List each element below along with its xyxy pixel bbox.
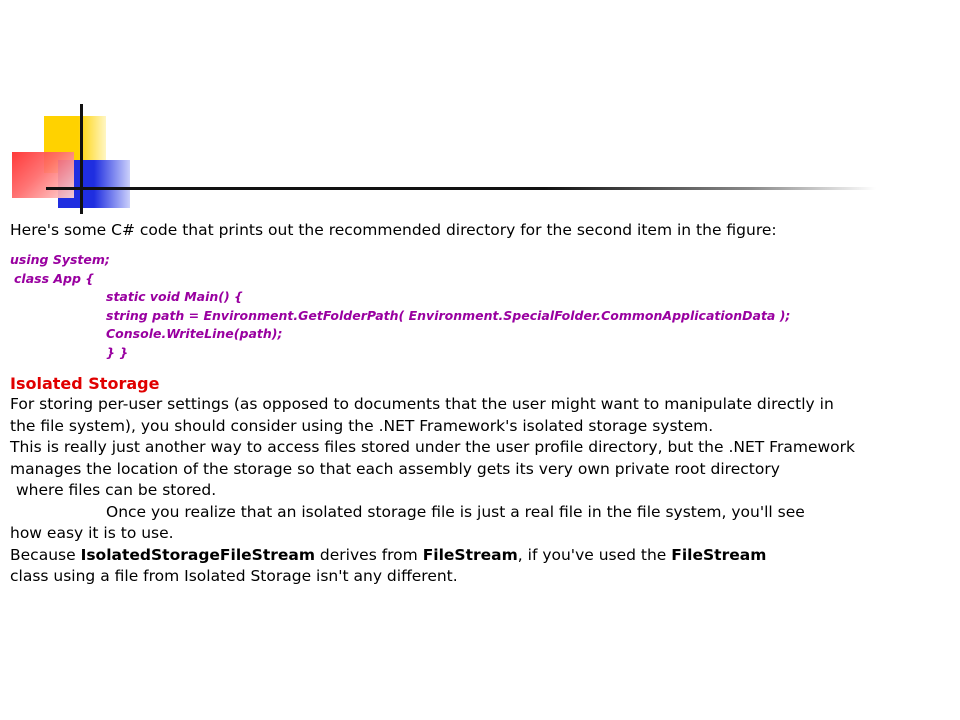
text-run: derives from [315,545,423,564]
paragraph-line: the file system), you should consider using the .NET Framework's isolated storage system. [10,416,714,435]
class-name-filestream: FileStream [422,545,518,564]
vertical-rule [80,104,83,214]
code-line: string path = Environment.GetFolderPath( Environment.SpecialFolder.CommonApplicationData ); [106,307,791,323]
class-name-filestream: FileStream [671,545,767,564]
slide-content [10,219,940,588]
paragraph-line: how easy it is to use. [10,524,174,542]
code-block [10,251,940,362]
paragraph-line: Once you realize that an isolated storage file is just a real file in the file system, you'll see [106,502,805,521]
text-run: , if you've used the [517,545,672,564]
section-body [10,394,940,588]
slide-decoration [0,0,960,230]
code-line: Console.WriteLine(path); [106,326,283,341]
horizontal-rule [46,187,876,190]
code-line: static void Main() { [106,289,243,304]
intro-text: Here's some C# code that prints out the recommended directory for the second item in the figure: [10,221,777,239]
red-square [12,152,74,198]
code-line: using System; [10,252,110,267]
paragraph-line: class using a file from Isolated Storage isn't any different. [10,567,458,585]
code-line: class App { [14,270,95,286]
paragraph-line: For storing per-user settings (as opposed to documents that the user might want to manipulate directly in [10,395,834,413]
paragraph-line: where files can be stored. [16,481,217,499]
class-name-isolatedstoragefilestream: IsolatedStorageFileStream [80,545,315,564]
paragraph-line [10,545,940,567]
paragraph-line: This is really just another way to access files stored under the user profile directory, but the .NET Framework [10,438,855,456]
section-heading: Isolated Storage [10,374,160,393]
paragraph-line: manages the location of the storage so that each assembly gets its very own private root directory [10,459,780,478]
text-run: Because [10,545,81,564]
code-line: } } [106,344,129,360]
